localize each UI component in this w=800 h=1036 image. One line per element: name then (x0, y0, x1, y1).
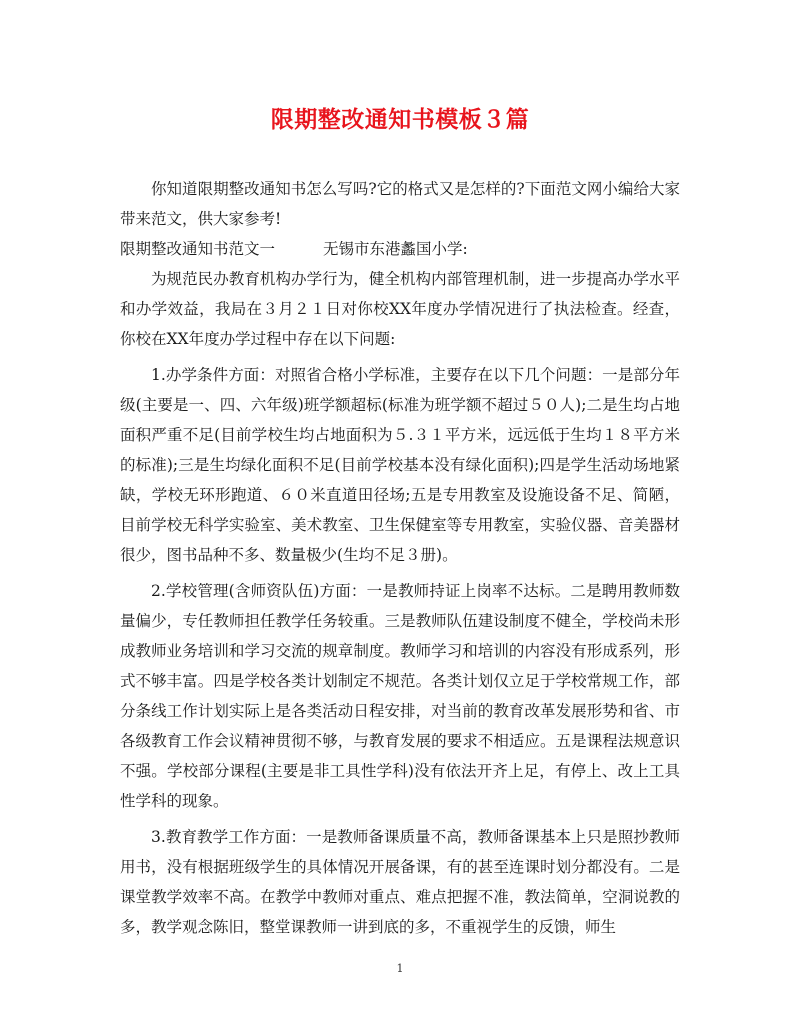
inspection-paragraph: 为规范民办教育机构办学行为，健全机构内部管理机制，进一步提高办学水平和办学效益，我局在３月２１日对你校XX年度办学情况进行了执法检查。经查，你校在XX年度办学过程中存在以下问题: (120, 270, 680, 348)
document-body (120, 174, 680, 942)
recipient-line: 无锡市东港蠡国小学: (323, 240, 468, 258)
facility-paragraph: 1.办学条件方面：对照省合格小学标准，主要存在以下几个问题：一是部分年级(主要是一、四、六年级)班学额超标(标准为班学额不超过５０人);二是生均占地面积严重不足(目前学校生均占地面积为５.３１平方米，远远低于生均１８平方米的标准);三是生均绿化面积不足(目前学校基本没有绿化面积);四是学生活动场地紧缺，学校无环形跑道、６０米直道田径场;五是专用教室及设施设备不足、简陋，目前学校无科学实验室、美术教室、卫生保健室等专用教室，实验仪器、音美器材很少，图书品种不多、数量极少(生均不足３册)。 (120, 366, 680, 564)
management-paragraph: 2.学校管理(含师资队伍)方面：一是教师持证上岗率不达标。二是聘用教师数量偏少，专任教师担任教学任务较重。三是教师队伍建设制度不健全，学校尚未形成教师业务培训和学习交流的规章制度。教师学习和培训的内容没有形成系列，形式不够丰富。四是学校各类计划制定不规范。各类计划仅立足于学校常规工作，部分条线工作计划实际上是各类活动日程安排，对当前的教育改革发展形势和省、市各级教育工作会议精神贯彻不够，与教育发展的要求不相适应。五是课程法规意识不强。学校部分课程(主要是非工具性学科)没有依法开齐上足，有停上、改上工具性学科的现象。 (120, 582, 680, 810)
page-title: 限期整改通知书模板３篇 (270, 106, 530, 133)
sample-heading-line (120, 234, 680, 264)
page-number: 1 (396, 962, 404, 975)
teaching-paragraph: 3.教育教学工作方面：一是教师备课质量不高，教师备课基本上只是照抄教师用书，没有根据班级学生的具体情况开展备课，有的甚至连课时划分都没有。二是课堂教学效率不高。在教学中教师对重点、难点把握不准，教法简单，空洞说教的多，教学观念陈旧，整堂课教师一讲到底的多，不重视学生的反馈，师生 (120, 828, 680, 936)
sample-heading: 限期整改通知书范文一 (120, 240, 276, 258)
intro-paragraph: 你知道限期整改通知书怎么写吗?它的格式又是怎样的?下面范文网小编给大家带来范文，供大家参考! (120, 180, 680, 228)
